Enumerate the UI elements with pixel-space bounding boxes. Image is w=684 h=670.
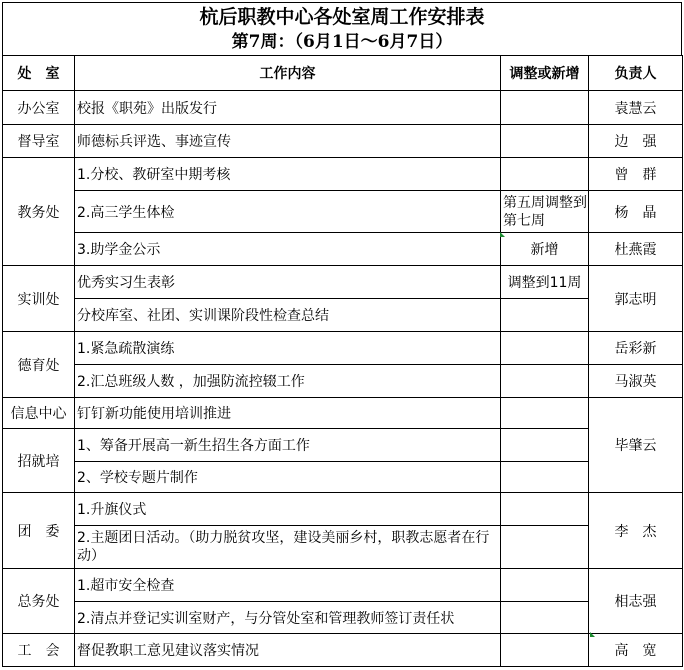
person-cell: 马淑英 [589,365,683,398]
adjust-cell [501,398,589,429]
content-cell: 优秀实习生表彰 [75,266,501,299]
person-cell: 袁慧云 [589,91,683,125]
content-cell: 1、筹备开展高一新生招生各方面工作 [75,429,501,462]
table-row [3,526,683,569]
adjust-cell: 调整到11周 [501,266,589,299]
adjust-cell [501,526,589,569]
content-cell: 1.升旗仪式 [75,493,501,526]
dept-cell: 德育处 [3,332,75,398]
content-cell: 2.主题团日活动。（助力脱贫攻坚，建设美丽乡村，职教志愿者在行动） [75,526,501,569]
table-row [3,299,683,332]
page-title: 杭后职教中心各处室周工作安排表 [199,6,485,28]
person-cell: 杜燕霞 [589,233,683,266]
col-header-person: 负责人 [589,56,683,91]
content-cell: 1.超市安全检查 [75,569,501,602]
table-row [3,233,683,266]
dept-cell: 办公室 [3,91,75,125]
adjust-cell [501,299,589,332]
table-row [3,634,683,667]
adjust-cell [501,634,589,667]
col-header-adjust: 调整或新增 [501,56,589,91]
dept-cell: 信息中心 [3,398,75,429]
content-cell: 校报《职苑》出版发行 [75,91,501,125]
person-cell: 岳彩新 [589,332,683,365]
person-cell: 相志强 [589,569,683,634]
person-cell: 边 强 [589,125,683,158]
table-row [3,125,683,158]
title-block [2,2,682,56]
person-cell: 郭志明 [589,266,683,332]
col-header-dept: 处 室 [3,56,75,91]
adjust-cell [501,332,589,365]
table-row [3,429,683,462]
person-cell: 李 杰 [589,493,683,569]
dept-cell: 教务处 [3,158,75,266]
adjust-cell [501,158,589,191]
table-row [3,191,683,233]
dept-cell: 工 会 [3,634,75,667]
adjust-cell [501,125,589,158]
schedule-table [2,55,683,667]
content-cell: 1.紧急疏散演练 [75,332,501,365]
dept-cell: 招就培 [3,429,75,493]
adjust-cell [501,569,589,602]
content-cell: 2、学校专题片制作 [75,462,501,493]
content-cell: 2.汇总班级人数 ，加强防流控辍工作 [75,365,501,398]
header-row [3,56,683,91]
dept-cell [3,493,75,569]
content-cell: 师德标兵评选、事迹宣传 [75,125,501,158]
adjust-cell [501,91,589,125]
comment-marker-icon [500,232,505,237]
week-subtitle: 第7周：（6月1日～6月7日） [231,32,453,52]
dept-cell: 实训处 [3,266,75,332]
person-cell: 高 宽 [589,634,683,667]
table-row [3,569,683,602]
table-row [3,398,683,429]
table-row [3,493,683,526]
dept-cell: 督导室 [3,125,75,158]
adjust-cell: 新增 [501,233,589,266]
person-cell: 杨 晶 [589,191,683,233]
table-row [3,158,683,191]
table-row [3,266,683,299]
adjust-cell [501,462,589,493]
table-row [3,332,683,365]
adjust-cell [501,365,589,398]
table-row [3,365,683,398]
table-row [3,602,683,634]
content-cell: 督促教职工意见建议落实情况 [75,634,501,667]
dept-cell: 总务处 [3,569,75,634]
col-header-content: 工作内容 [75,56,501,91]
content-cell: 2.清点并登记实训室财产，与分管处室和管理教师签订责任状 [75,602,501,634]
adjust-cell [501,429,589,462]
dept-label: 团 委 [17,523,60,540]
content-cell: 1.分校、教研室中期考核 [75,158,501,191]
content-cell: 分校库室、社团、实训课阶段性检查总结 [75,299,501,332]
table-row [3,91,683,125]
adjust-cell [501,602,589,634]
person-cell: 曾 群 [589,158,683,191]
adjust-cell: 第五周调整到第七周 [501,191,589,233]
content-cell: 2.高三学生体检 [75,191,501,233]
content-cell: 钉钉新功能使用培训推进 [75,398,501,429]
adjust-cell [501,493,589,526]
person-cell: 毕肇云 [589,398,683,493]
content-cell: 3.助学金公示 [75,233,501,266]
table-row [3,462,683,493]
comment-marker-icon [590,632,595,637]
